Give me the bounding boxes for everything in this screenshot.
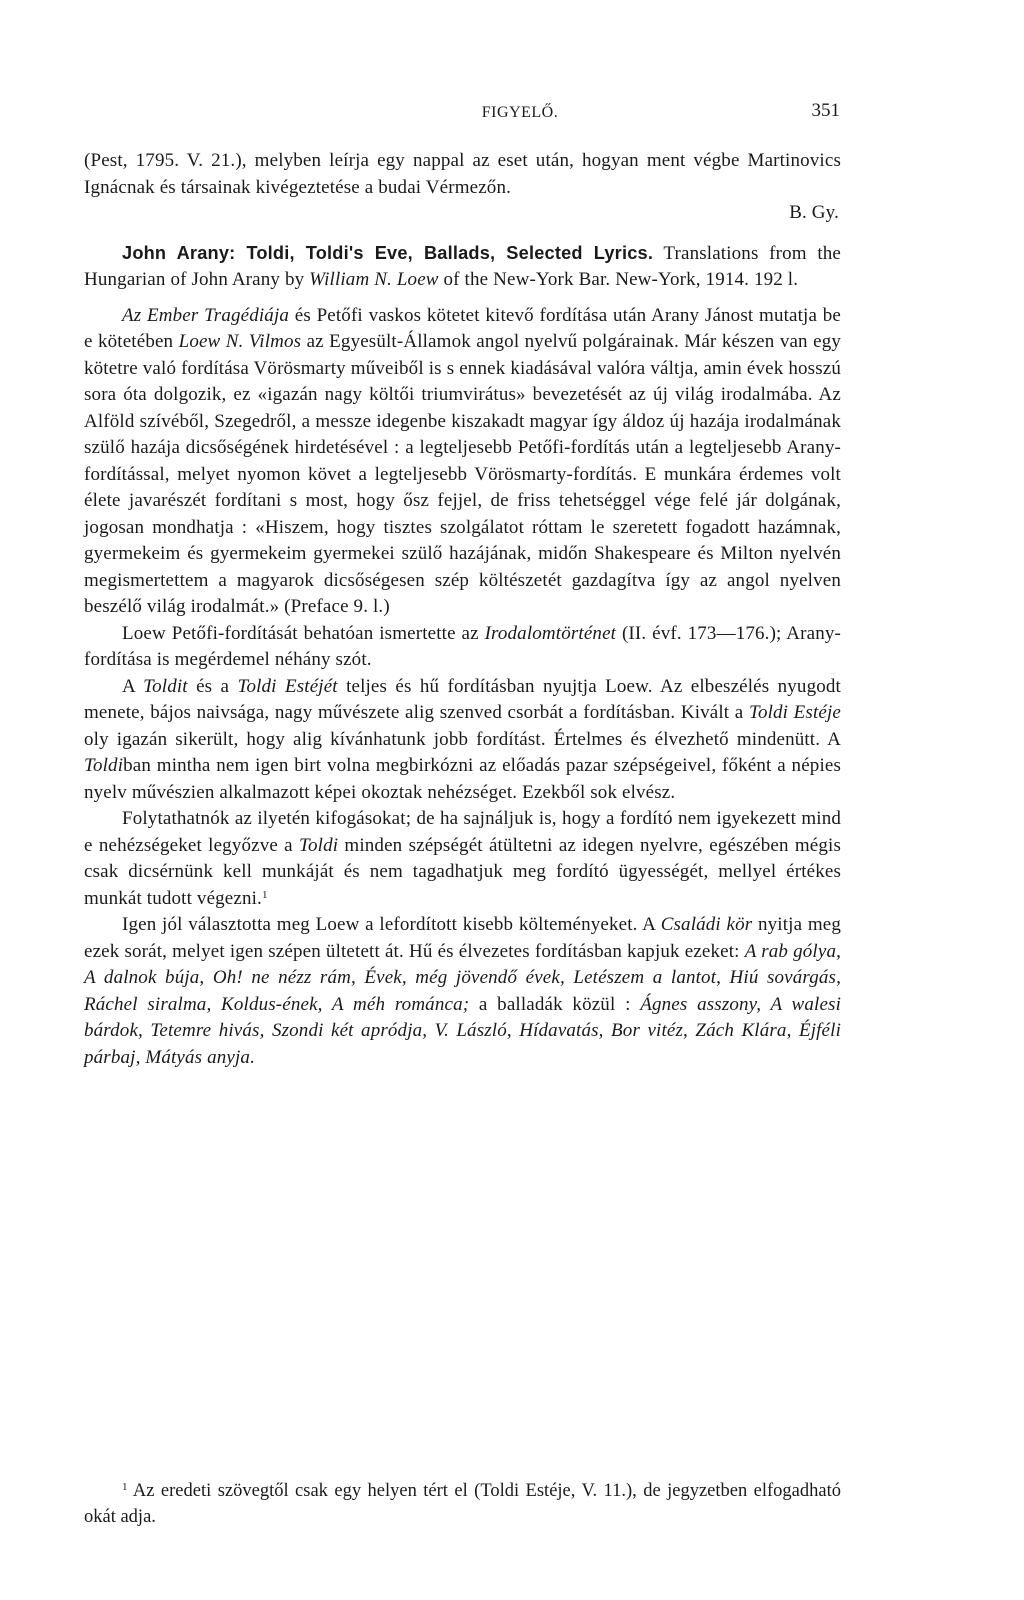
review-entry-heading	[84, 240, 841, 294]
work-title: Családi kör	[660, 914, 753, 935]
paragraph-2	[84, 621, 841, 674]
review-headline: John Arany: Toldi, Toldi's Eve, Ballads, Selected Lyrics.	[122, 242, 654, 263]
text-segment: minden szépségét átültetni az idegen nyelvre, egészében mégis csak dicsérnünk kell munkáját és nem tagadhatjuk meg fordító ügyességét, mellyel értékes munkát tudott végezni.	[84, 834, 842, 909]
continuation-paragraph: (Pest, 1795. V. 21.), melyben leírja egy nappal az eset után, hogyan ment végbe Martinovics Ignácnak és társainak kivégeztetése a budai Vérmezőn.	[84, 150, 841, 198]
work-title: Toldi Estéjét	[237, 675, 338, 697]
work-title: Toldi	[299, 834, 339, 856]
footnote	[84, 1478, 841, 1530]
text-segment: és a	[187, 675, 238, 697]
poem-list: A rab gólya, A dalnok búja, Oh! ne nézz rám, Évek, még jövendő évek, Letészem a lantot, Hiú sovárgás, Ráchel siralma, Koldus-ének, A méh románca;	[84, 940, 841, 1015]
text-segment: és Petőfi vaskos kötetet kitevő fordítása után Arany Jánost mutatja be e kötetében	[84, 304, 841, 352]
author-signature: B. Gy.	[789, 202, 839, 223]
text-segment: Igen jól választotta meg Loew a lefordított kisebb költeményeket. A	[122, 914, 661, 935]
footnote-body: Az eredeti szövegtől csak egy helyen tért el (Toldi Estéje, V. 11.), de jegyzetben elfogadható okát adja.	[84, 1481, 841, 1527]
bib-text-2: of the New-York Bar. New-York, 1914. 192 l.	[438, 269, 799, 290]
text-segment: Loew Petőfi-fordítását behatóan ismertette az	[122, 622, 485, 644]
text-segment: ban mintha nem igen birt volna megbirkózni az előadás pazar szépségeivel, főként a népies nyelv művészien alkalmazott képei okoztak nehézséget. Ezekből sok elvész.	[84, 755, 841, 803]
text-segment: Folytathatnók az ilyetén kifogásokat; de ha sajnáljuk is, hogy a fordító nem igyekezett mind e nehézségeket legyőzve a	[84, 808, 841, 856]
footnote-reference[interactable]: 1	[261, 888, 268, 901]
work-title: Toldi	[84, 755, 124, 776]
work-title: Toldit	[143, 675, 188, 697]
paragraph-3	[84, 674, 841, 807]
text-segment: A	[122, 675, 144, 697]
running-header: FIGYELŐ.	[481, 104, 559, 121]
ballad-list: Ágnes asszony, A walesi bárdok, Tetemre hivás, Szondi két apródja, V. László, Hídavatás, Bor vitéz, Zách Klára, Éjféli párbaj, Mátyás anyja.	[84, 993, 842, 1068]
translator-name: William N. Loew	[309, 269, 439, 290]
text-segment: az Egyesült-Államok angol nyelvű polgárainak. Már készen van egy kötetre való fordítása Vörösmarty műveiből is s ennek kiadásával valóra váltja, amin évek hosszú sora óta dolgozik, ez «igazán nagy költői triumvirátus» bevezetését az új világ irodalmába. Az Alföld szívéből, Szegedről, a messze idegenbe kiszakadt magyar így áldoz új hazája irodalmának szülő hazája dicsőségének hirdetésével : a legteljesebb Petőfi-fordítás után a legteljesebb Arany-fordítással, melyet nyomon követ a legteljesebb Vörösmarty-fordítás. E munkára érdemes volt élete javarészét fordítani s most, hogy ősz fejjel, de friss tehetséggel vége felé jár dolgának, jogosan mondhatja : «Hiszem, hogy tisztes szolgálatot róttam le szeretett fogadott hazámnak, gyermekeim és gyermekeim gyermekei szülő hazájának, midőn Shakespeare és Milton nyelvén megismertettem a magyarok dicsőségesen szép költészetét gazdagítva így az angol nyelven beszélő világ irodalmát.» (Preface 9. l.)	[84, 331, 841, 617]
author-name: Loew N. Vilmos	[178, 331, 302, 352]
work-title: Toldi Estéje	[748, 702, 842, 723]
footnote-text	[84, 1478, 841, 1530]
paragraph-4	[84, 806, 841, 912]
footnote-mark: 1	[122, 1481, 128, 1493]
main-text	[84, 148, 841, 1071]
work-title: Az Ember Tragédiája	[122, 304, 290, 326]
text-segment: nyitja meg ezek sorát, melyet igen szépen ültetett át. Hű és élvezetes fordításban kapjuk ezeket:	[84, 914, 841, 962]
journal-title: Irodalomtörténet	[484, 622, 617, 644]
text-segment: teljes és hű fordításban nyujtja Loew. Az elbeszélés nyugodt menete, bájos naivsága, nagy művészete alig szenved csorbát a fordításban. Kivált a	[84, 675, 841, 723]
bib-text-1: Translations from the Hungarian of John Arany by	[84, 242, 842, 290]
paragraph-1	[84, 303, 841, 621]
text-segment: a balladák közül :	[469, 993, 641, 1015]
page-number: 351	[811, 100, 840, 121]
text-segment: (II. évf. 173—176.); Arany-fordítása is megérdemel néhány szót.	[84, 622, 841, 670]
paragraph-5	[84, 912, 841, 1071]
text-segment: oly igazán sikerült, hogy alig kívánhatunk jobb fordítást. Értelmes és élvezhető mindenütt. A	[84, 728, 841, 750]
